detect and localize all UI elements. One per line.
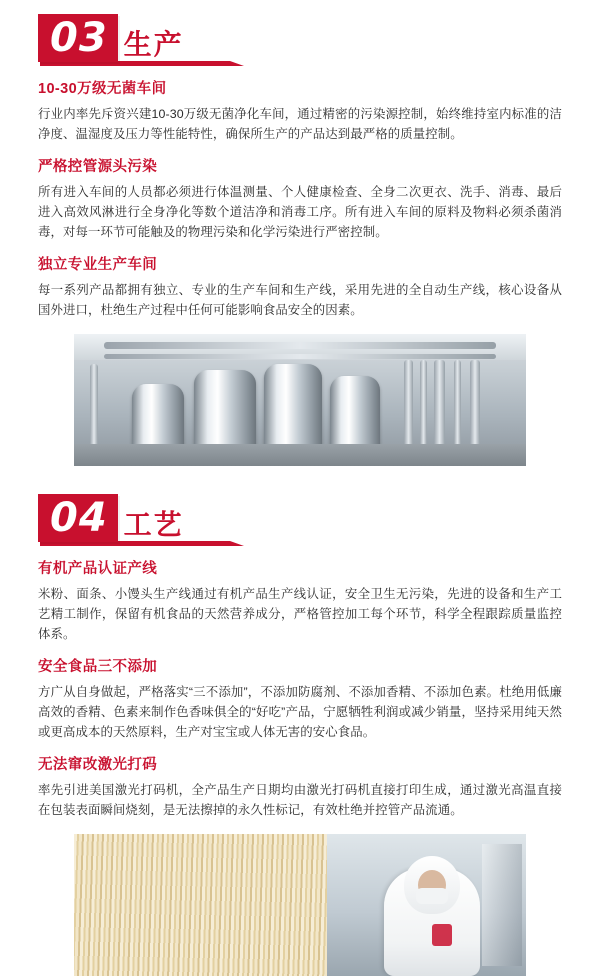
photo-floor bbox=[74, 444, 526, 466]
subsection-body: 行业内率先斥资兴建10-30万级无菌净化车间，通过精密的污染源控制，始终维持室内标准的洁净度、温湿度及压力等性能特性，确保所生产的产品达到最严格的质量控制。 bbox=[38, 107, 562, 141]
factory-workshop-photo bbox=[74, 334, 526, 466]
noodle-strands bbox=[74, 834, 327, 976]
subsection-title: 有机产品认证产线 bbox=[38, 561, 158, 577]
section-title: 工艺 bbox=[123, 509, 184, 540]
section-number-badge: 03 bbox=[38, 14, 118, 62]
subsection-title: 独立专业生产车间 bbox=[38, 257, 158, 273]
vertical-pipe bbox=[434, 360, 445, 456]
drying-rack bbox=[482, 844, 522, 966]
vertical-pipe bbox=[420, 360, 427, 456]
section-number-badge: 04 bbox=[38, 494, 118, 542]
section-underline-arrow bbox=[230, 61, 244, 66]
noodle-line-photo bbox=[74, 834, 526, 976]
vertical-pipe bbox=[454, 360, 461, 456]
pipe bbox=[104, 354, 496, 359]
vertical-pipe bbox=[470, 360, 480, 456]
subsection-title: 无法窜改激光打码 bbox=[38, 757, 158, 773]
subsection-block bbox=[38, 254, 562, 320]
section-title: 生产 bbox=[123, 29, 184, 60]
subsection-body: 每一系列产品都拥有独立、专业的生产车间和生产线，采用先进的全自动生产线，核心设备从国外进口，杜绝生产过程中任何可能影响食品安全的因素。 bbox=[38, 283, 562, 317]
subsection-body: 率先引进美国激光打码机，全产品生产日期均由激光打码机直接打印生成，通过激光高温直接在包装表面瞬间烧刻，是无法擦掉的永久性标记，有效杜绝并控管产品流通。 bbox=[38, 783, 562, 817]
pipe bbox=[104, 342, 496, 349]
subsection-body: 方广从自身做起，严格落实“三不添加”，不添加防腐剂、不添加香精、不添加色素。杜绝用低廉高效的香精、色素来制作色香味俱全的“好吃”产品，宁愿牺牲利润或减少销量，坚持采用纯天然或更高成本的天然原料，生产对宝宝或人体无害的安心食品。 bbox=[38, 685, 562, 739]
subsection-block bbox=[38, 156, 562, 242]
subsection-block bbox=[38, 754, 562, 820]
brand-logo-icon bbox=[432, 924, 452, 946]
subsection-title: 安全食品三不添加 bbox=[38, 659, 158, 675]
subsection-body: 米粉、面条、小馒头生产线通过有机产品生产线认证，安全卫生无污染，先进的设备和生产工艺精工制作，保留有机食品的天然营养成分，严格管控加工每个环节，科学全程跟踪质量监控体系。 bbox=[38, 587, 562, 641]
document-page bbox=[0, 10, 600, 873]
section-header-03 bbox=[38, 10, 562, 66]
subsection-body: 所有进入车间的人员都必须进行体温测量、个人健康检查、全身二次更衣、洗手、消毒、最后进入高效风淋进行全身净化等数个道洁净和消毒工序。所有进入车间的原料及物料必须杀菌消毒，对每一环节可能触及的物理污染和化学污染进行严密控制。 bbox=[38, 185, 562, 239]
section-header-04 bbox=[38, 490, 562, 546]
subsection-block bbox=[38, 558, 562, 644]
worker-mask bbox=[416, 888, 448, 904]
subsection-block bbox=[38, 656, 562, 742]
subsection-title: 严格控管源头污染 bbox=[38, 159, 158, 175]
vertical-pipe bbox=[90, 364, 98, 454]
storage-tank bbox=[264, 364, 322, 456]
subsection-title: 10-30万级无菌车间 bbox=[38, 81, 167, 97]
subsection-block bbox=[38, 78, 562, 144]
vertical-pipe bbox=[404, 360, 413, 456]
section-underline-arrow bbox=[230, 541, 244, 546]
